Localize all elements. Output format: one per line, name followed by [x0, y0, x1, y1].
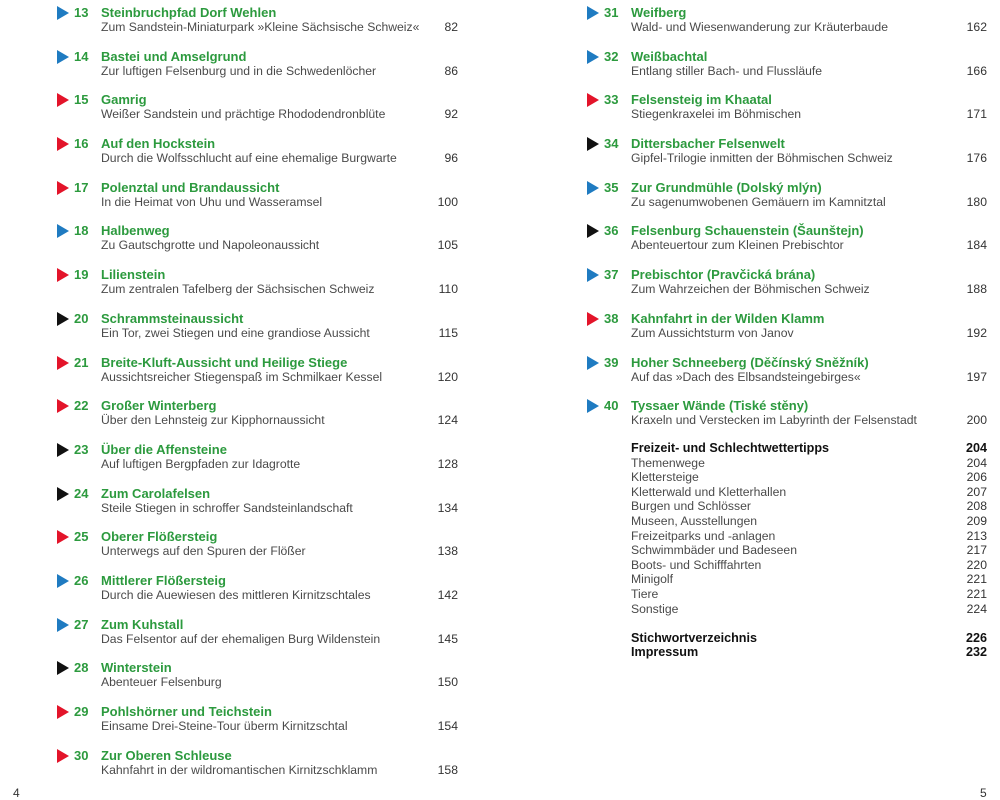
entry-subtitle: Zur luftigen Felsenburg und in die Schwedenlöcher [101, 63, 377, 78]
entry-subtitle: Weißer Sandstein und prächtige Rhododendronblüte [101, 107, 386, 122]
entry-subtitle: Zu sagenumwobenen Gemäuern im Kamnitztal [631, 194, 886, 209]
entry-title: Weißbachtal [631, 48, 708, 64]
triangle-marker-icon [57, 749, 69, 763]
entry-subtitle: Abenteuer Felsenburg [101, 675, 222, 690]
entry-subtitle: Stiegenkraxelei im Böhmischen [631, 107, 802, 122]
triangle-marker-icon [57, 443, 69, 457]
entry-subtitle: Das Felsentor auf der ehemaligen Burg Wildenstein [101, 631, 381, 646]
triangle-marker-icon [57, 399, 69, 413]
impressum-row[interactable] [631, 645, 987, 660]
entry-subtitle: Gipfel-Trilogie inmitten der Böhmischen Schweiz [631, 151, 893, 166]
entry-title: Auf den Hockstein [101, 136, 216, 152]
entry-subtitle: Durch die Auewiesen des mittleren Kirnitzschtales [101, 587, 371, 602]
triangle-marker-icon [57, 268, 69, 282]
triangle-marker-icon [587, 181, 599, 195]
toc-entry[interactable] [57, 442, 458, 486]
index-row[interactable] [631, 631, 987, 646]
toc-entry[interactable] [57, 573, 458, 617]
toc-entry[interactable] [587, 267, 987, 311]
index-label: Stichwortverzeichnis [631, 630, 757, 645]
extras-heading: Freizeit- und Schlechtwettertipps [631, 441, 830, 455]
entry-title: Felsenburg Schauenstein (Šaunštejn) [631, 223, 864, 239]
entry-number: 31 [604, 5, 619, 20]
extras-item-label: Minigolf [631, 572, 673, 587]
entry-page: 128 [437, 456, 458, 471]
triangle-marker-icon [57, 356, 69, 370]
triangle-marker-icon [587, 6, 599, 20]
extras-item[interactable] [631, 572, 987, 587]
toc-entry[interactable] [587, 49, 987, 93]
entry-number: 17 [74, 179, 89, 195]
entry-subtitle: In die Heimat von Uhu und Wasseramsel [101, 194, 323, 209]
extras-heading-row[interactable] [631, 441, 987, 456]
entry-subtitle: Zum Wahrzeichen der Böhmischen Schweiz [631, 282, 870, 297]
entry-subtitle: Zum zentralen Tafelberg der Sächsischen Schweiz [101, 282, 375, 297]
entry-page: 145 [437, 631, 458, 646]
entry-title: Zum Carolafelsen [101, 485, 211, 501]
entry-title: Oberer Flößersteig [101, 529, 218, 545]
extras-item-label: Burgen und Schlösser [631, 499, 751, 514]
entry-number: 33 [604, 92, 619, 108]
entry-title: Pohlshörner und Teichstein [101, 704, 272, 719]
entry-title: Großer Winterberg [101, 398, 217, 414]
toc-entry[interactable] [57, 398, 458, 442]
extras-item-page: 217 [966, 543, 987, 558]
toc-entry[interactable] [57, 136, 458, 180]
toc-entry[interactable] [587, 355, 987, 399]
extras-item-label: Tiere [631, 586, 659, 601]
entry-title: Breite-Kluft-Aussicht und Heilige Stiege [101, 354, 348, 370]
entry-page: 92 [444, 107, 458, 122]
entry-subtitle: Über den Lehnsteig zur Kipphornaussicht [101, 413, 325, 428]
extras-item-label: Schwimmbäder und Badeseen [631, 543, 797, 558]
entry-page: 171 [966, 107, 987, 122]
entry-number: 21 [74, 354, 89, 370]
extras-item-label: Kletterwald und Kletterhallen [631, 484, 787, 499]
entry-number: 23 [74, 441, 89, 457]
toc-entry[interactable] [57, 355, 458, 399]
entry-page: 176 [966, 151, 987, 166]
entry-title: Über die Affensteine [101, 441, 227, 457]
entry-number: 32 [604, 48, 619, 64]
extras-item[interactable] [631, 456, 987, 471]
entry-page: 105 [437, 238, 458, 253]
entry-subtitle: Kahnfahrt in der wildromantischen Kirnitzschklamm [101, 762, 378, 777]
entry-subtitle: Einsame Drei-Steine-Tour überm Kirnitzschtal [101, 719, 348, 733]
entry-page: 184 [966, 238, 987, 253]
entry-subtitle: Unterwegs auf den Spuren der Flößer [101, 544, 306, 559]
entry-title: Weifberg [631, 5, 687, 20]
entry-number: 34 [604, 136, 619, 152]
extras-item[interactable] [631, 543, 987, 558]
toc-entry[interactable] [57, 748, 458, 792]
extras-item[interactable] [631, 499, 987, 514]
entry-number: 15 [74, 92, 89, 108]
toc-entry[interactable] [57, 180, 458, 224]
triangle-marker-icon [57, 574, 69, 588]
triangle-marker-icon [587, 356, 599, 370]
entry-title: Steinbruchpfad Dorf Wehlen [101, 5, 277, 20]
entry-title: Lilienstein [101, 267, 166, 283]
entry-subtitle: Aussichtsreicher Stiegenspaß im Schmilkaer Kessel [101, 369, 383, 384]
entry-title: Winterstein [101, 660, 172, 676]
triangle-marker-icon [587, 312, 599, 326]
entry-title: Polenztal und Brandaussicht [101, 179, 280, 195]
triangle-marker-icon [57, 661, 69, 675]
entry-title: Mittlerer Flößersteig [101, 572, 226, 588]
triangle-marker-icon [57, 618, 69, 632]
entry-title: Tyssaer Wände (Tiské stěny) [631, 398, 809, 414]
entry-number: 22 [74, 398, 89, 414]
entry-number: 13 [74, 5, 89, 20]
triangle-marker-icon [587, 137, 599, 151]
toc-entry[interactable] [57, 223, 458, 267]
entry-title: Gamrig [101, 92, 147, 108]
entry-subtitle: Entlang stiller Bach- und Flussläufe [631, 63, 823, 78]
extras-heading-page: 204 [965, 441, 987, 455]
extras-item-page: 220 [966, 557, 987, 572]
entry-subtitle: Zum Sandstein-Miniaturpark »Kleine Sächsische Schweiz« [101, 20, 420, 34]
entry-title: Zum Kuhstall [101, 616, 184, 632]
entry-subtitle: Zum Aussichtsturm von Janov [631, 325, 794, 340]
extras-item-label: Boots- und Schifffahrten [631, 557, 762, 572]
toc-entry[interactable] [57, 617, 458, 661]
toc-entry[interactable] [57, 92, 458, 136]
triangle-marker-icon [57, 705, 69, 719]
toc-entry[interactable] [57, 5, 458, 49]
triangle-marker-icon [587, 50, 599, 64]
extras-item-label: Freizeitparks und -anlagen [631, 528, 776, 543]
extras-item-page: 221 [966, 572, 987, 587]
entry-page: 138 [437, 544, 458, 559]
index-page: 226 [965, 630, 987, 645]
entry-subtitle: Wald- und Wiesenwanderung zur Kräuterbaude [631, 20, 888, 34]
entry-title: Hoher Schneeberg (Děčínský Sněžník) [631, 354, 869, 370]
toc-entry[interactable] [587, 223, 987, 267]
entry-page: 158 [437, 762, 458, 777]
entry-page: 162 [966, 20, 987, 34]
triangle-marker-icon [587, 268, 599, 282]
entry-page: 120 [437, 369, 458, 384]
extras-item-label: Sonstige [631, 601, 679, 616]
triangle-marker-icon [57, 530, 69, 544]
impressum-label: Impressum [631, 645, 699, 660]
toc-entry[interactable] [57, 704, 458, 748]
triangle-marker-icon [57, 93, 69, 107]
triangle-marker-icon [57, 137, 69, 151]
entry-number: 38 [604, 310, 619, 326]
entry-title: Bastei und Amselgrund [101, 48, 247, 64]
triangle-marker-icon [587, 399, 599, 413]
entry-number: 40 [604, 398, 619, 414]
entry-title: Prebischtor (Pravčická brána) [631, 267, 816, 283]
toc-entry[interactable] [57, 660, 458, 704]
extras-item[interactable] [631, 485, 987, 500]
entry-title: Felsensteig im Khaatal [631, 92, 772, 108]
triangle-marker-icon [57, 224, 69, 238]
extras-item[interactable] [631, 558, 987, 573]
entry-page: 142 [437, 587, 458, 602]
entry-subtitle: Auf luftigen Bergpfaden zur Idagrotte [101, 456, 301, 471]
triangle-marker-icon [57, 487, 69, 501]
toc-entry[interactable] [587, 5, 987, 49]
entry-page: 124 [437, 413, 458, 428]
entry-subtitle: Abenteuertour zum Kleinen Prebischtor [631, 238, 844, 253]
extras-list [631, 456, 987, 617]
entry-number: 27 [74, 616, 89, 632]
entry-page: 115 [438, 325, 458, 340]
entry-number: 28 [74, 660, 89, 676]
entry-page: 150 [437, 675, 458, 690]
extras-item-label: Museen, Ausstellungen [631, 513, 758, 528]
toc-right-column [587, 5, 987, 442]
entry-number: 24 [74, 485, 89, 501]
triangle-marker-icon [57, 50, 69, 64]
entry-page: 180 [966, 194, 987, 209]
entry-number: 25 [74, 529, 89, 545]
entry-number: 19 [74, 267, 89, 283]
page-number-right: 5 [980, 786, 987, 800]
entry-number: 30 [74, 747, 89, 763]
toc-entry[interactable] [57, 49, 458, 93]
entry-page: 188 [966, 282, 987, 297]
toc-entry[interactable] [57, 486, 458, 530]
entry-number: 18 [74, 223, 89, 239]
entry-subtitle: Ein Tor, zwei Stiegen und eine grandiose Aussicht [101, 325, 370, 340]
extras-item-label: Themenwege [631, 455, 705, 470]
entry-number: 29 [74, 704, 89, 719]
extras-item[interactable] [631, 470, 987, 485]
entry-number: 16 [74, 136, 89, 152]
extras-item[interactable] [631, 602, 987, 617]
entry-number: 37 [604, 267, 619, 283]
entry-page: 100 [437, 194, 458, 209]
entry-title: Schrammsteinaussicht [101, 310, 244, 326]
toc-entry[interactable] [587, 398, 987, 442]
extras-item-page: 206 [966, 470, 987, 485]
extras-item-page: 208 [966, 499, 987, 514]
entry-title: Halbenweg [101, 223, 170, 239]
extras-item-page: 213 [966, 528, 987, 543]
entry-title: Kahnfahrt in der Wilden Klamm [631, 310, 825, 326]
toc-entry[interactable] [587, 136, 987, 180]
entry-page: 86 [444, 63, 458, 78]
extras-item-page: 209 [966, 513, 987, 528]
extras-item-page: 207 [966, 484, 987, 499]
extras-item[interactable] [631, 529, 987, 544]
triangle-marker-icon [57, 6, 69, 20]
entry-number: 36 [604, 223, 619, 239]
triangle-marker-icon [57, 312, 69, 326]
page-number-left: 4 [13, 786, 20, 800]
entry-page: 110 [438, 282, 458, 297]
toc-entry[interactable] [57, 267, 458, 311]
extras-item[interactable] [631, 514, 987, 529]
toc-entry[interactable] [57, 311, 458, 355]
entry-number: 20 [74, 310, 89, 326]
entry-subtitle: Steile Stiegen in schroffer Sandsteinlandschaft [101, 500, 353, 515]
entry-subtitle: Zu Gautschgrotte und Napoleonaussicht [101, 238, 320, 253]
entry-number: 35 [604, 179, 619, 195]
entry-page: 82 [444, 20, 458, 34]
entry-number: 26 [74, 572, 89, 588]
entry-page: 192 [966, 325, 987, 340]
extras-item[interactable] [631, 587, 987, 602]
entry-title: Zur Grundmühle (Dolský mlýn) [631, 179, 822, 195]
triangle-marker-icon [57, 181, 69, 195]
extras-item-label: Klettersteige [631, 470, 699, 485]
entry-title: Zur Oberen Schleuse [101, 747, 232, 763]
entry-subtitle: Kraxeln und Verstecken im Labyrinth der Felsenstadt [631, 413, 917, 428]
toc-entry[interactable] [57, 529, 458, 573]
entry-subtitle: Auf das »Dach des Elbsandsteingebirges« [631, 369, 861, 384]
toc-entry[interactable] [587, 92, 987, 136]
entry-page: 200 [966, 413, 987, 428]
entry-page: 154 [437, 719, 458, 733]
entry-page: 134 [437, 500, 458, 515]
entry-page: 166 [966, 63, 987, 78]
triangle-marker-icon [587, 93, 599, 107]
extras-section [631, 441, 987, 660]
entry-number: 14 [74, 48, 89, 64]
entry-page: 197 [966, 369, 987, 384]
extras-item-page: 221 [966, 586, 987, 601]
triangle-marker-icon [587, 224, 599, 238]
impressum-page: 232 [965, 645, 987, 660]
toc-entry[interactable] [587, 180, 987, 224]
toc-left-column [57, 5, 458, 791]
entry-number: 39 [604, 354, 619, 370]
toc-entry[interactable] [587, 311, 987, 355]
entry-subtitle: Durch die Wolfsschlucht auf eine ehemalige Burgwarte [101, 151, 397, 166]
entry-page: 96 [444, 151, 458, 166]
entry-title: Dittersbacher Felsenwelt [631, 136, 785, 152]
extras-item-page: 224 [966, 601, 987, 616]
extras-item-page: 204 [966, 455, 987, 470]
